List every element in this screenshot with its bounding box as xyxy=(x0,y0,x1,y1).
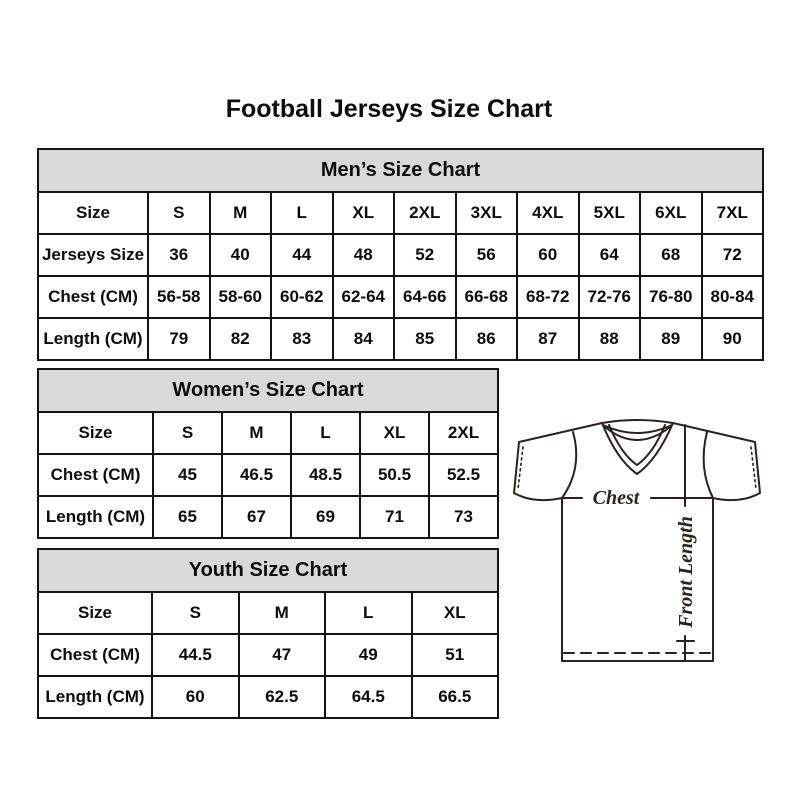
value-cell: M xyxy=(239,592,326,634)
table-title: Women’s Size Chart xyxy=(38,369,498,412)
table-title-row xyxy=(38,149,763,192)
value-cell: 80-84 xyxy=(702,276,764,318)
value-cell: 5XL xyxy=(579,192,641,234)
value-cell: XL xyxy=(360,412,429,454)
value-cell: 47 xyxy=(239,634,326,676)
value-cell: 48.5 xyxy=(291,454,360,496)
table-row xyxy=(38,676,498,718)
value-cell: 79 xyxy=(148,318,210,360)
jersey-right-armhole-seam xyxy=(704,432,713,498)
value-cell: S xyxy=(153,412,222,454)
value-cell: 45 xyxy=(153,454,222,496)
value-cell: 68-72 xyxy=(517,276,579,318)
row-label-cell: Length (CM) xyxy=(38,676,152,718)
value-cell: 58-60 xyxy=(210,276,272,318)
value-cell: 66.5 xyxy=(412,676,499,718)
value-cell: 3XL xyxy=(456,192,518,234)
value-cell: 72-76 xyxy=(579,276,641,318)
row-label-cell: Chest (CM) xyxy=(38,634,152,676)
row-label-cell: Chest (CM) xyxy=(38,454,153,496)
row-label-cell: Length (CM) xyxy=(38,496,153,538)
table-title-row xyxy=(38,369,498,412)
value-cell: 56-58 xyxy=(148,276,210,318)
value-cell: L xyxy=(291,412,360,454)
value-cell: 76-80 xyxy=(640,276,702,318)
value-cell: 65 xyxy=(153,496,222,538)
value-cell: XL xyxy=(333,192,395,234)
row-label-cell: Size xyxy=(38,412,153,454)
value-cell: 88 xyxy=(579,318,641,360)
jersey-left-sleeve xyxy=(514,423,602,500)
value-cell: 72 xyxy=(702,234,764,276)
table-title: Youth Size Chart xyxy=(38,549,498,592)
table-row xyxy=(38,192,763,234)
value-cell: 48 xyxy=(333,234,395,276)
table-row xyxy=(38,634,498,676)
value-cell: 83 xyxy=(271,318,333,360)
value-cell: 89 xyxy=(640,318,702,360)
value-cell: 64.5 xyxy=(325,676,412,718)
table-row xyxy=(38,454,498,496)
jersey-left-armhole-seam xyxy=(562,432,576,498)
value-cell: 52.5 xyxy=(429,454,498,496)
value-cell: 60-62 xyxy=(271,276,333,318)
value-cell: 69 xyxy=(291,496,360,538)
value-cell: 6XL xyxy=(640,192,702,234)
jersey-measurement-diagram xyxy=(505,410,775,668)
value-cell: L xyxy=(271,192,333,234)
jersey-collar-top xyxy=(602,420,673,423)
value-cell: XL xyxy=(412,592,499,634)
row-label-cell: Size xyxy=(38,192,148,234)
mens-size-table xyxy=(37,148,764,361)
value-cell: 49 xyxy=(325,634,412,676)
value-cell: 60 xyxy=(152,676,239,718)
value-cell: 73 xyxy=(429,496,498,538)
value-cell: 44.5 xyxy=(152,634,239,676)
jersey-icon xyxy=(505,410,775,668)
value-cell: M xyxy=(210,192,272,234)
value-cell: 52 xyxy=(394,234,456,276)
value-cell: 51 xyxy=(412,634,499,676)
value-cell: 84 xyxy=(333,318,395,360)
table-title-row xyxy=(38,549,498,592)
value-cell: 4XL xyxy=(517,192,579,234)
value-cell: 62-64 xyxy=(333,276,395,318)
front-length-label: Front Length xyxy=(675,516,697,628)
value-cell: 85 xyxy=(394,318,456,360)
table-row xyxy=(38,592,498,634)
row-label-cell: Length (CM) xyxy=(38,318,148,360)
row-label-cell: Size xyxy=(38,592,152,634)
value-cell: M xyxy=(222,412,291,454)
value-cell: 7XL xyxy=(702,192,764,234)
value-cell: 40 xyxy=(210,234,272,276)
value-cell: 71 xyxy=(360,496,429,538)
value-cell: 50.5 xyxy=(360,454,429,496)
value-cell: 60 xyxy=(517,234,579,276)
value-cell: 64 xyxy=(579,234,641,276)
value-cell: L xyxy=(325,592,412,634)
value-cell: 82 xyxy=(210,318,272,360)
youth-size-table xyxy=(37,548,499,719)
value-cell: 66-68 xyxy=(456,276,518,318)
value-cell: 36 xyxy=(148,234,210,276)
value-cell: 90 xyxy=(702,318,764,360)
value-cell: 2XL xyxy=(429,412,498,454)
jersey-right-sleeve xyxy=(673,423,760,500)
value-cell: 87 xyxy=(517,318,579,360)
table-row xyxy=(38,234,763,276)
value-cell: 44 xyxy=(271,234,333,276)
table-title: Men’s Size Chart xyxy=(38,149,763,192)
table-row xyxy=(38,412,498,454)
chest-label: Chest xyxy=(592,487,640,509)
value-cell: 62.5 xyxy=(239,676,326,718)
row-label-cell: Jerseys Size xyxy=(38,234,148,276)
value-cell: 67 xyxy=(222,496,291,538)
value-cell: 68 xyxy=(640,234,702,276)
page-title: Football Jerseys Size Chart xyxy=(225,95,553,123)
row-label-cell: Chest (CM) xyxy=(38,276,148,318)
table-row xyxy=(38,276,763,318)
value-cell: 46.5 xyxy=(222,454,291,496)
value-cell: 86 xyxy=(456,318,518,360)
value-cell: 2XL xyxy=(394,192,456,234)
table-row xyxy=(38,496,498,538)
womens-size-table xyxy=(37,368,499,539)
value-cell: S xyxy=(152,592,239,634)
value-cell: S xyxy=(148,192,210,234)
table-row xyxy=(38,318,763,360)
value-cell: 56 xyxy=(456,234,518,276)
value-cell: 64-66 xyxy=(394,276,456,318)
